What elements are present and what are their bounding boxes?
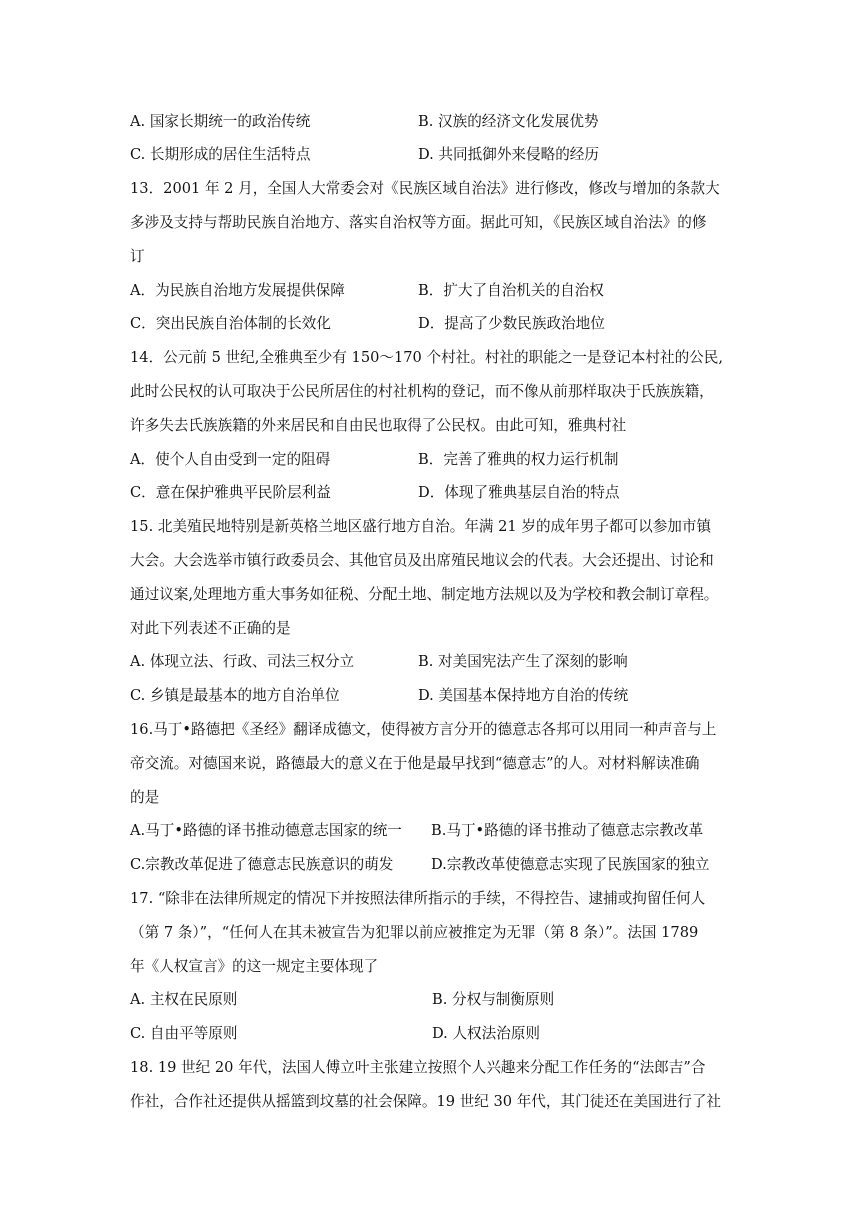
q13-stem-line: 订 — [130, 248, 145, 265]
q15-stem-line: 通过议案,处理地方重大事务如征税、分配土地、制定地方法规以及为学校和教会制订章程。 — [130, 586, 719, 603]
q15-option-b: B. 对美国宪法产生了深刻的影响 — [418, 653, 628, 670]
q14-option-c: C．意在保护雅典平民阶层利益 — [130, 484, 331, 501]
q17-option-d: D. 人权法治原则 — [432, 1025, 541, 1042]
q16-stem-line: 帝交流。对德国来说，路德最大的意义在于他是最早找到“德意志”的人。对材料解读准确 — [130, 755, 700, 772]
q13-option-a: A．为民族自治地方发展提供保障 — [130, 282, 345, 299]
q18-stem-line: 18. 19 世纪 20 年代，法国人傅立叶主张建立按照个人兴趣来分配工作任务的“法郎吉”合 — [130, 1059, 706, 1076]
q13-option-b: B．扩大了自治机关的自治权 — [418, 282, 604, 299]
q13-stem-line: 13．2001 年 2 月，全国人大常委会对《民族区域自治法》进行修改，修改与增加的条款大 — [130, 180, 720, 197]
q17-stem-line: 年《人权宣言》的这一规定主要体现了 — [130, 958, 379, 975]
q12-option-a: A. 国家长期统一的政治传统 — [130, 113, 311, 130]
q13-option-d: D．提高了少数民族政治地位 — [418, 315, 605, 332]
q16-option-d: D.宗教改革使德意志实现了民族国家的独立 — [431, 856, 710, 873]
q16-stem-line: 的是 — [130, 789, 160, 806]
q12-option-b: B. 汉族的经济文化发展优势 — [418, 113, 599, 130]
q15-option-c: C. 乡镇是最基本的地方自治单位 — [130, 687, 340, 704]
q16-stem-line: 16.马丁•路德把《圣经》翻译成德文，使得被方言分开的德意志各邦可以用同一种声音与上 — [130, 721, 717, 738]
q16-option-b: B.马丁•路德的译书推动了德意志宗教改革 — [431, 822, 704, 839]
q13-stem-line: 多涉及支持与帮助民族自治地方、落实自治权等方面。据此可知，《民族区域自治法》的修 — [130, 214, 707, 231]
q14-option-a: A．使个人自由受到一定的阻碍 — [130, 451, 331, 468]
q15-stem-line: 对此下列表述不正确的是 — [130, 620, 291, 637]
q14-option-b: B．完善了雅典的权力运行机制 — [418, 451, 619, 468]
q18-stem-line: 作社，合作社还提供从摇篮到坟墓的社会保障。19 世纪 30 年代，其门徒还在美国进行了社 — [130, 1093, 722, 1110]
q15-option-a: A. 体现立法、行政、司法三权分立 — [130, 653, 355, 670]
q17-option-a: A. 主权在民原则 — [130, 991, 238, 1008]
q16-option-a: A.马丁•路德的译书推动德意志国家的统一 — [130, 822, 402, 839]
q14-stem-line: 此时公民权的认可取决于公民所居住的村社机构的登记，而不像从前那样取决于氏族族籍， — [130, 383, 714, 400]
q13-option-c: C．突出民族自治体制的长效化 — [130, 315, 331, 332]
q17-option-b: B. 分权与制衡原则 — [432, 991, 555, 1008]
q17-stem-line: （第 7 条）”，“任何人在其未被宣告为犯罪以前应被推定为无罪（第 8 条）”。法国 1789 — [130, 924, 699, 941]
q14-option-d: D．体现了雅典基层自治的特点 — [418, 484, 620, 501]
q15-stem-line: 15. 北美殖民地特别是新英格兰地区盛行地方自治。年满 21 岁的成年男子都可以参加市镇 — [130, 518, 712, 535]
q16-option-c: C.宗教改革促进了德意志民族意识的萌发 — [130, 856, 394, 873]
q12-option-c: C. 长期形成的居住生活特点 — [130, 146, 311, 163]
q15-option-d: D. 美国基本保持地方自治的传统 — [418, 687, 629, 704]
q17-stem-line: 17. “除非在法律所规定的情况下并按照法律所指示的手续，不得控告、逮捕或拘留任何人 — [130, 890, 706, 907]
q17-option-c: C. 自由平等原则 — [130, 1025, 238, 1042]
q15-stem-line: 大会。大会选举市镇行政委员会、其他官员及出席殖民地议会的代表。大会还提出、讨论和 — [130, 552, 714, 569]
q14-stem-line: 许多失去氏族族籍的外来居民和自由民也取得了公民权。由此可知，雅典村社 — [130, 417, 627, 434]
q14-stem-line: 14．公元前 5 世纪,全雅典至少有 150～170 个村社。村社的职能之一是登记本村社的公民, — [130, 349, 723, 366]
q12-option-d: D. 共同抵御外来侵略的经历 — [418, 146, 599, 163]
